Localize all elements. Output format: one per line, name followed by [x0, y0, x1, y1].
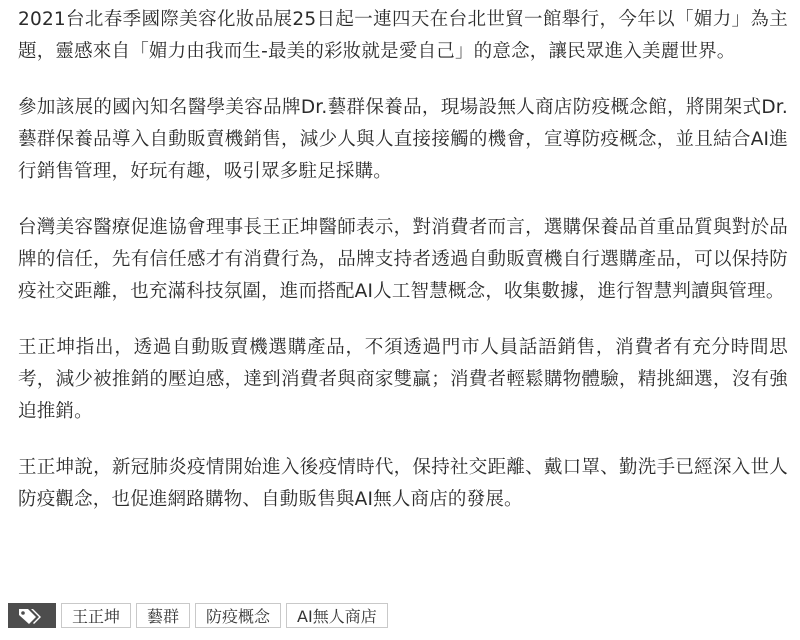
- tag-link[interactable]: 藝群: [136, 603, 190, 628]
- tag-link[interactable]: 防疫概念: [195, 603, 281, 628]
- article-paragraph: 王正坤說，新冠肺炎疫情開始進入後疫情時代，保持社交距離、戴口罩、勤洗手已經深入世人防疫觀念，也促進網路購物、自動販售與AI無人商店的發展。: [18, 457, 788, 510]
- article-paragraph: 王正坤指出，透過自動販賣機選購產品，不須透過門市人員話語銷售，消費者有充分時間思考，減少被推銷的壓迫感，達到消費者與商家雙贏；消費者輕鬆購物體驗，精挑細選，沒有強迫推銷。: [18, 337, 788, 422]
- article-body: [18, 4, 788, 540]
- article-paragraph: 參加該展的國內知名醫學美容品牌Dr.藝群保養品，現場設無人商店防疫概念館，將開架式Dr.藝群保養品導入自動販賣機銷售，減少人與人直接接觸的機會，宣導防疫概念，並且結合AI進行銷售管理，好玩有趣，吸引眾多駐足採購。: [18, 97, 788, 182]
- tag-link[interactable]: 王正坤: [61, 603, 131, 628]
- tag-link[interactable]: AI無人商店: [286, 603, 388, 628]
- article-paragraph: 2021台北春季國際美容化妝品展25日起一連四天在台北世貿一館舉行，今年以「媚力」為主題，靈感來自「媚力由我而生-最美的彩妝就是愛自己」的意念，讓民眾進入美麗世界。: [18, 9, 788, 62]
- article-paragraph: 台灣美容醫療促進協會理事長王正坤醫師表示，對消費者而言，選購保養品首重品質與對於品牌的信任，先有信任感才有消費行為，品牌支持者透過自動販賣機自行選購產品，可以保持防疫社交距離，也充滿科技氛圍，進而搭配AI人工智慧概念，收集數據，進行智慧判讀與管理。: [18, 217, 788, 302]
- tags-icon: [8, 603, 56, 628]
- tag-bar: [8, 603, 388, 628]
